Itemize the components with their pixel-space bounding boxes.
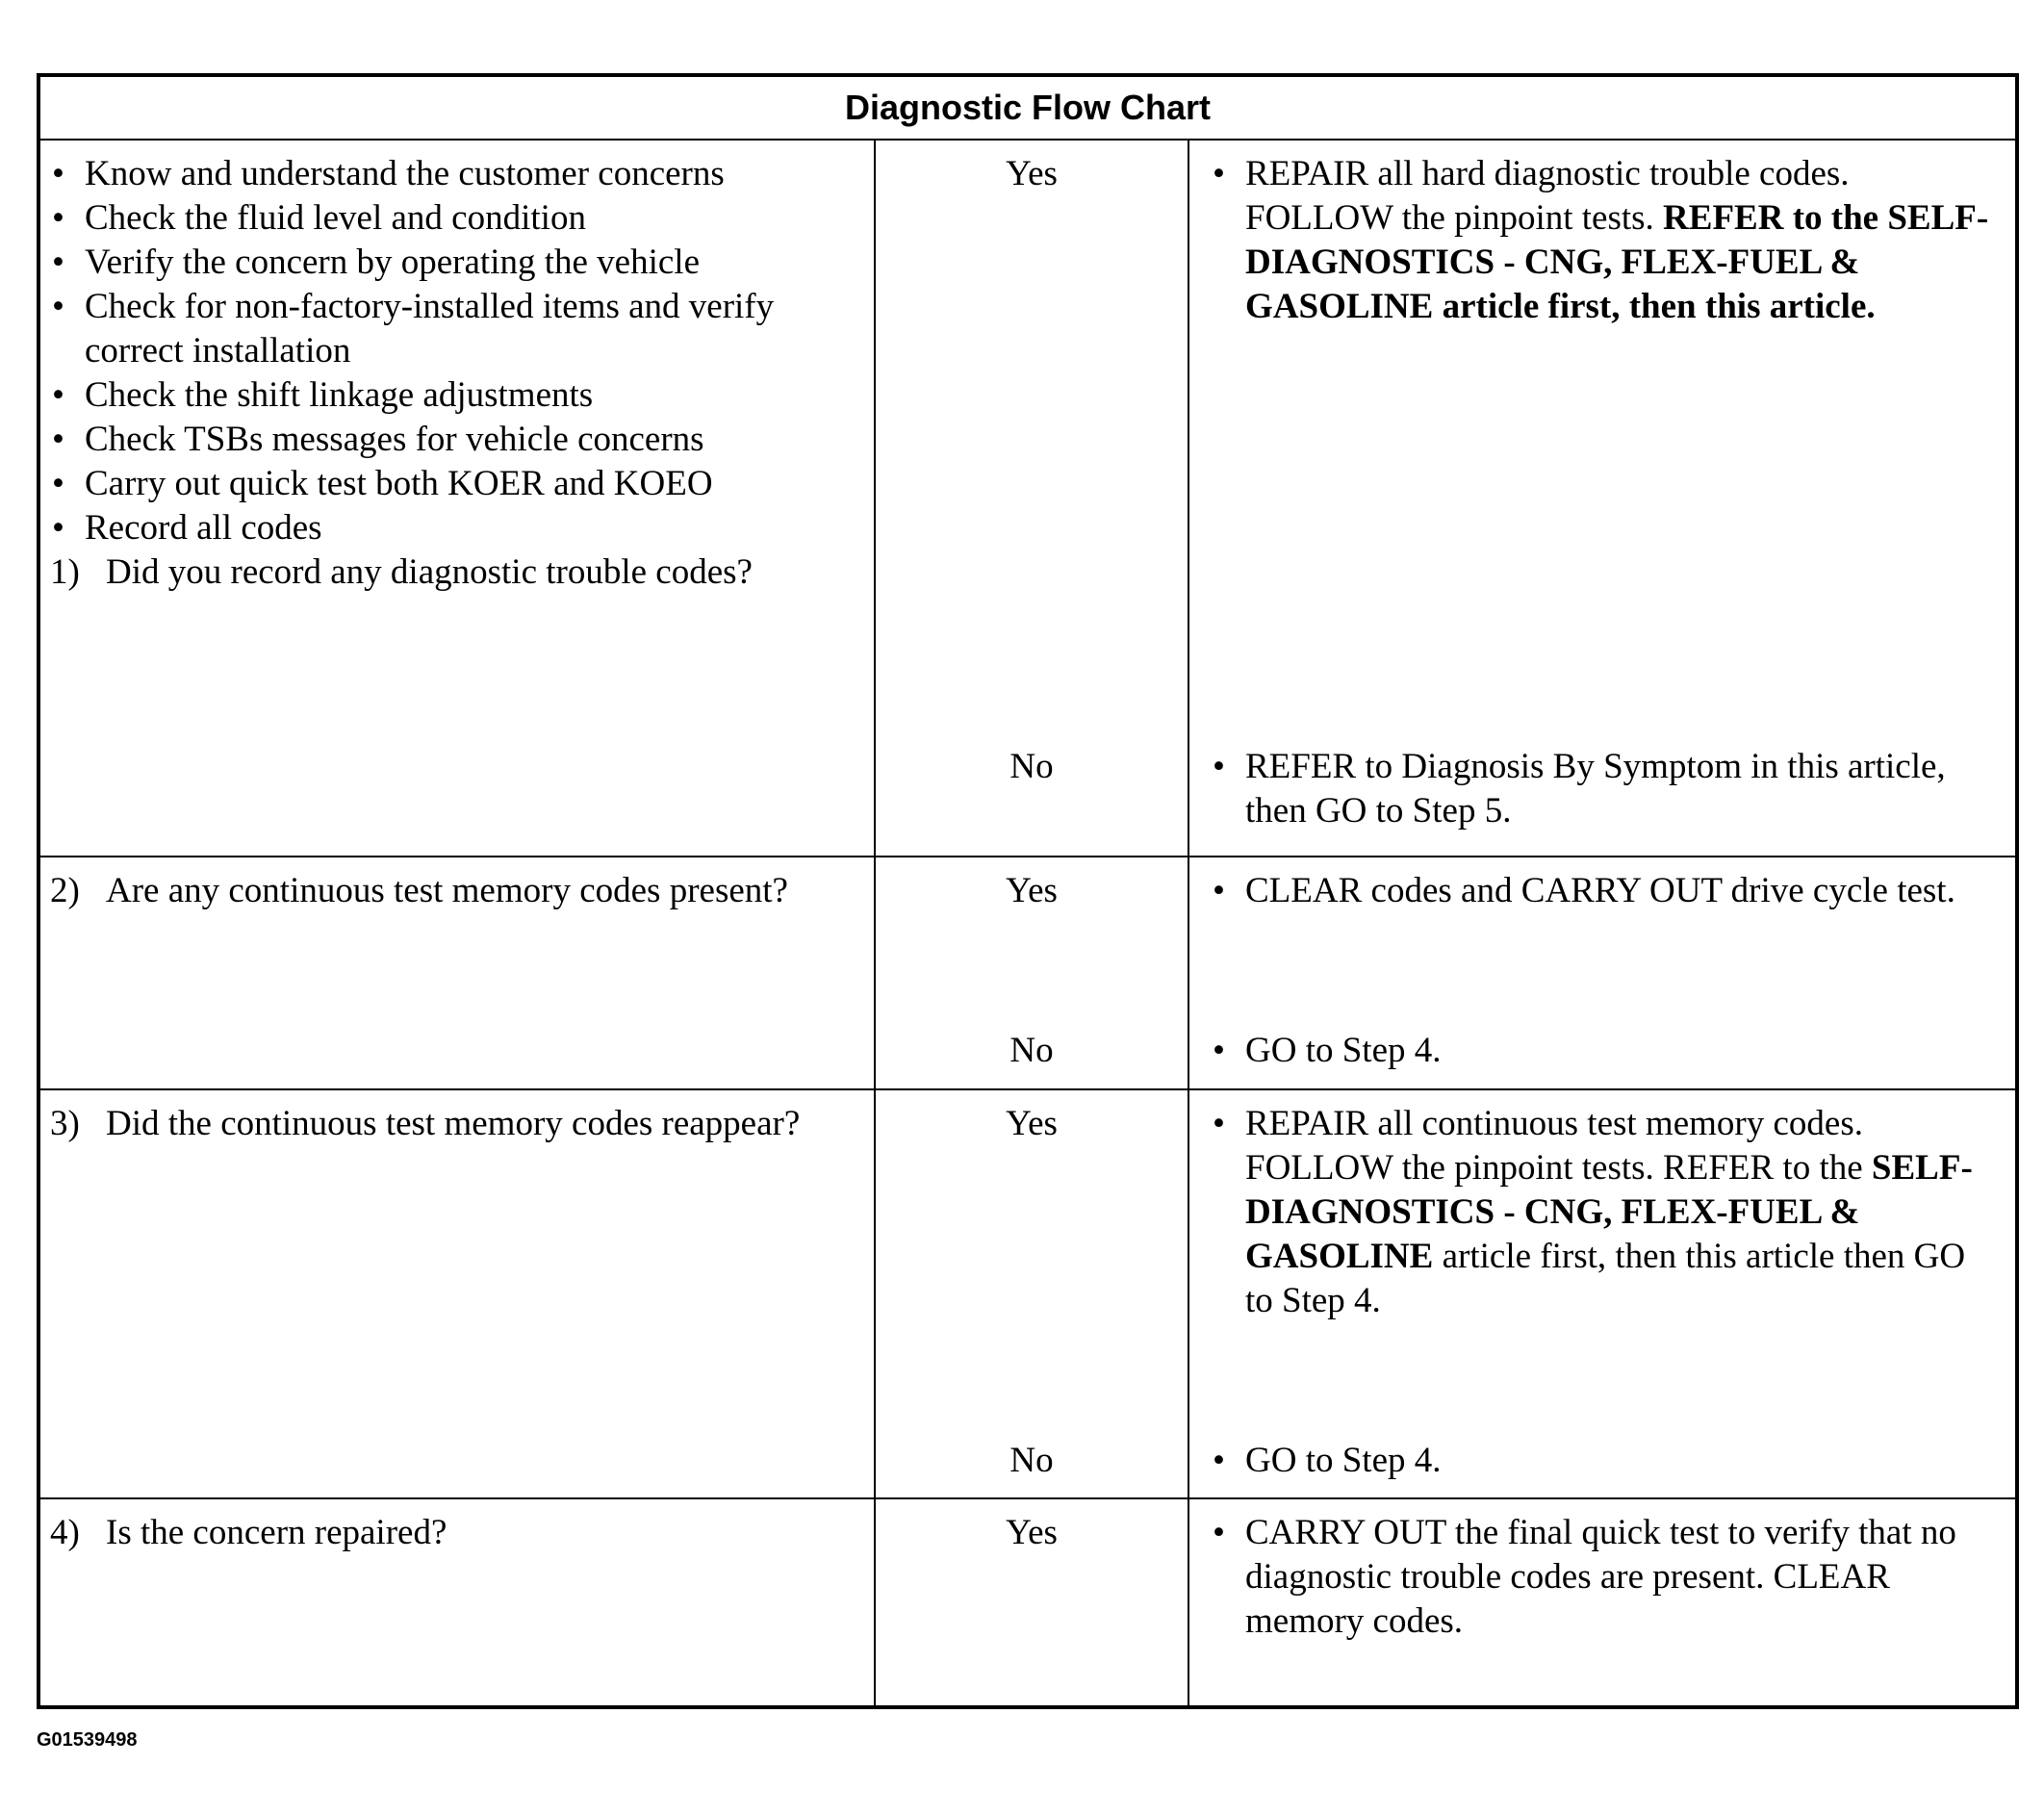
figure-id: G01539498 [37,1729,138,1751]
step-3-yes-result [1211,1102,1996,1323]
step-number: 4) [50,1513,80,1552]
yes-label: Yes [1006,1104,1058,1143]
result-item: • REPAIR all continuous test memory codes. FOLLOW the pinpoint tests. REFER to the SELF-DIAGNOSTICS - CNG, FLEX-FUEL & GASOLINE article first, then this article then GO to Step 4. [1211,1102,1996,1323]
no-label: No [1009,747,1054,786]
checklist-item: • Carry out quick test both KOER and KOEO [50,462,864,506]
yes-label: Yes [1006,154,1058,193]
checklist-item: • Check the fluid level and condition [50,196,864,241]
step-number: 2) [50,871,80,910]
yes-label: Yes [1006,1513,1058,1552]
step-1-question [50,550,864,595]
checklist-item: • Check TSBs messages for vehicle concerns [50,418,864,462]
step-3-result-cell [1189,1090,2015,1499]
step-4-result-cell [1189,1499,2015,1705]
step-4-yes-result [1211,1511,1996,1644]
step-4-answer-cell [876,1499,1189,1705]
checklist-item: • Verify the concern by operating the vehicle [50,241,864,285]
step-1-yes-result [1211,152,1996,329]
step-3-question-cell [40,1090,876,1499]
question-text: Are any continuous test memory codes present? [106,871,788,910]
checklist-item: • Check for non-factory-installed items and verify correct installation [50,285,864,373]
question-text: Did you record any diagnostic trouble codes? [106,552,753,592]
result-item: • GO to Step 4. [1211,1439,1996,1483]
step-1-checklist [50,152,864,550]
yes-label: Yes [1006,871,1058,910]
step-2-result-cell [1189,857,2015,1090]
step-3-question [50,1102,864,1146]
checklist-item: • Record all codes [50,506,864,550]
result-item: • GO to Step 4. [1211,1029,1996,1073]
no-label: No [1009,1031,1054,1070]
result-item: • CARRY OUT the final quick test to verify that no diagnostic trouble codes are present. CLEAR memory codes. [1211,1511,1996,1644]
step-1-result-cell [1189,141,2015,857]
no-label: No [1009,1441,1054,1480]
checklist-item: • Check the shift linkage adjustments [50,373,864,418]
result-item: • REFER to Diagnosis By Symptom in this article, then GO to Step 5. [1211,745,1996,833]
step-3-answer-cell [876,1090,1189,1499]
step-3-no-result [1211,1439,1996,1483]
result-item: • REPAIR all hard diagnostic trouble codes. FOLLOW the pinpoint tests. REFER to the SELF-DIAGNOSTICS - CNG, FLEX-FUEL & GASOLINE article first, then this article. [1211,152,1996,329]
question-text: Did the continuous test memory codes reappear? [106,1104,801,1143]
diagnostic-flow-chart [37,73,2019,1709]
step-2-question-cell [40,857,876,1090]
step-number: 3) [50,1104,80,1143]
step-2-answer-cell [876,857,1189,1090]
question-text: Is the concern repaired? [106,1513,447,1552]
result-item: • CLEAR codes and CARRY OUT drive cycle test. [1211,869,1996,913]
checklist-item: • Know and understand the customer concerns [50,152,864,196]
step-1-no-result [1211,745,1996,833]
chart-title: Diagnostic Flow Chart [40,77,2015,141]
step-2-yes-result [1211,869,1996,913]
step-2-no-result [1211,1029,1996,1073]
step-2-question [50,869,864,913]
step-number: 1) [50,552,80,592]
step-1-answer-cell [876,141,1189,857]
step-4-question-cell [40,1499,876,1705]
step-1-question-cell [40,141,876,857]
step-4-question [50,1511,864,1555]
